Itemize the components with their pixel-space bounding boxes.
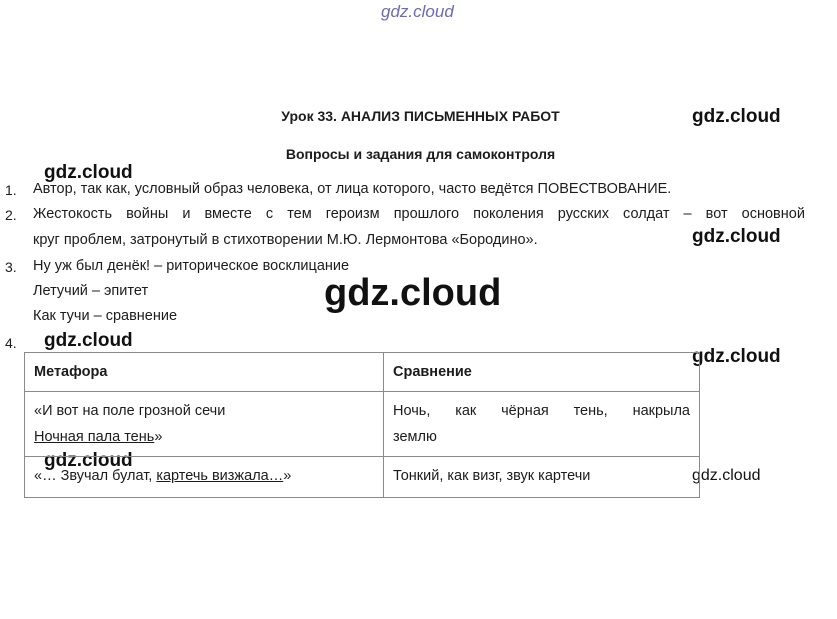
word: тем (287, 206, 312, 222)
word: войны (126, 206, 169, 222)
cell-line: Тонкий, как визг, звук картечи (393, 468, 591, 484)
watermark: gdz.cloud (692, 346, 781, 367)
word: прошлого (393, 206, 460, 222)
cell-line: «И вот на поле грозной сечи (34, 403, 226, 419)
table-cell-metaphor (25, 392, 384, 457)
watermark: gdz.cloud (44, 450, 133, 471)
answer-line-justified (33, 206, 805, 222)
item-number: 3. (5, 259, 17, 275)
underlined-text: картечь визжала… (156, 468, 284, 484)
underlined-text: Ночная пала тень (34, 429, 155, 445)
word: Ночь, (393, 403, 431, 419)
watermark: gdz.cloud (44, 330, 133, 351)
watermark: gdz.cloud (44, 162, 133, 183)
watermark: gdz.cloud (692, 226, 781, 247)
answer-line: Как тучи – сравнение (33, 308, 178, 324)
cell-line-justified (393, 398, 690, 424)
word: основной (741, 206, 805, 222)
watermark: gdz.cloud (692, 467, 761, 484)
answer-table (24, 352, 700, 498)
word: с (265, 206, 274, 222)
table-cell-comparison (384, 457, 700, 498)
word: поколения (473, 206, 544, 222)
word: чёрная (501, 403, 549, 419)
watermark-top: gdz.cloud (381, 2, 454, 21)
word: накрыла (632, 403, 690, 419)
word: солдат (623, 206, 670, 222)
cell-line: Ночная пала тень» (34, 429, 163, 445)
answer-line: Автор, так как, условный образ человека, от лица которого, часто ведётся ПОВЕСТВОВАНИЕ. (33, 181, 672, 197)
table-cell-comparison (384, 392, 700, 457)
word: вместе (204, 206, 252, 222)
word: Жестокость (33, 206, 113, 222)
word: тень, (573, 403, 608, 419)
table-row (25, 392, 700, 457)
table-header-row (25, 353, 700, 392)
page-title: Урок 33. АНАЛИЗ ПИСЬМЕННЫХ РАБОТ (281, 108, 560, 124)
answer-line: Ну уж был денёк! – риторическое восклицание (33, 258, 350, 274)
word: вот (705, 206, 728, 222)
word: – (683, 206, 692, 222)
watermark-center: gdz.cloud (324, 272, 502, 314)
table-cell-metaphor (25, 457, 384, 498)
word: героизм (325, 206, 380, 222)
table-row (25, 457, 700, 498)
word: как (455, 403, 477, 419)
table-header-comparison: Сравнение (384, 353, 700, 392)
item-number: 1. (5, 182, 17, 198)
cell-line: землю (393, 429, 437, 445)
word: и (182, 206, 191, 222)
table-header-metaphor: Метафора (25, 353, 384, 392)
item-number: 4. (5, 335, 17, 351)
word: русских (557, 206, 609, 222)
cell-text: «… Звучал булат, (34, 468, 157, 484)
cell-text: » (283, 468, 292, 484)
item-number: 2. (5, 207, 17, 223)
answer-line: Летучий – эпитет (33, 283, 149, 299)
answer-line: круг проблем, затронутый в стихотворении М.Ю. Лермонтова «Бородино». (33, 232, 538, 248)
watermark: gdz.cloud (692, 106, 781, 127)
page-subtitle: Вопросы и задания для самоконтроля (285, 146, 556, 162)
